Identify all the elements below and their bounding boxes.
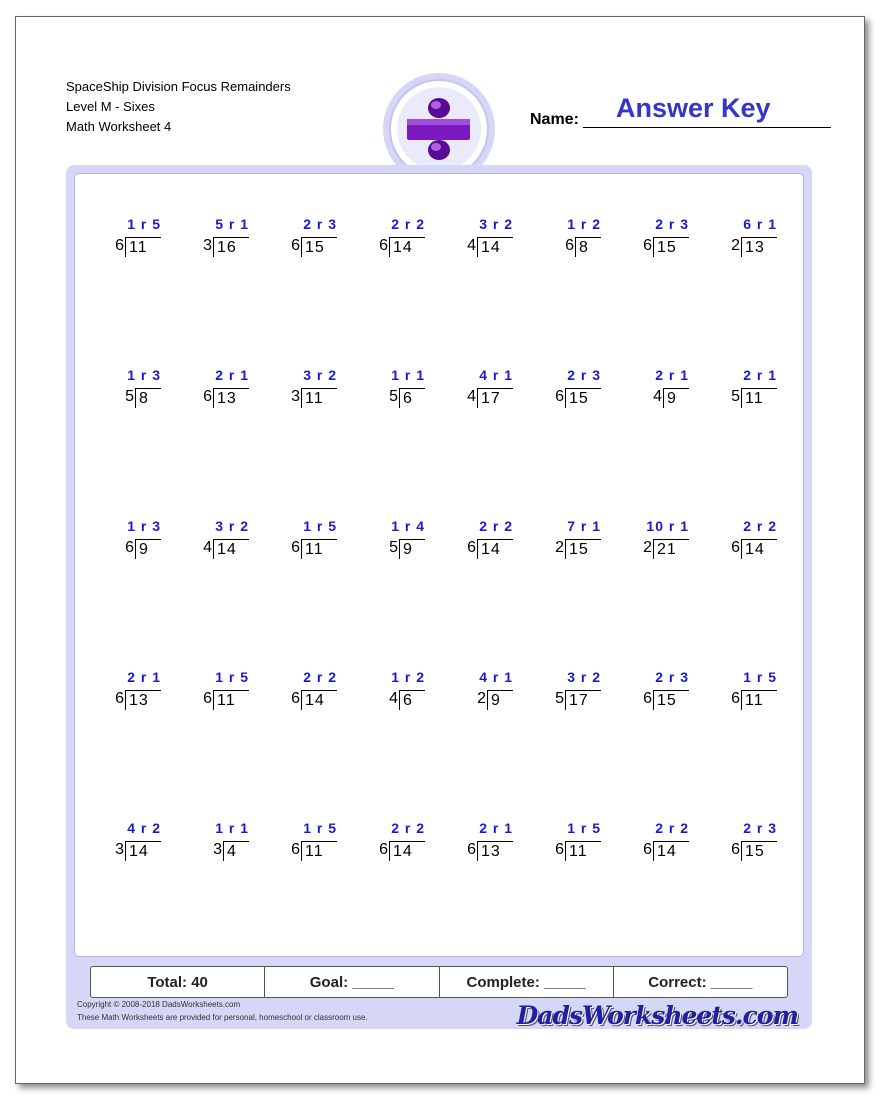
dividend: 21 (653, 539, 689, 559)
division-problem (541, 820, 601, 860)
divisor: 4 (467, 388, 476, 405)
dividend: 14 (389, 237, 425, 257)
dividend: 11 (301, 841, 337, 861)
division-problem (101, 367, 161, 407)
dividend: 17 (477, 388, 513, 408)
dividend: 9 (663, 388, 689, 408)
dividend: 13 (213, 388, 249, 408)
divisor: 6 (467, 539, 476, 556)
division-problem (541, 669, 601, 709)
division-problem (717, 518, 777, 558)
division-problem (365, 669, 425, 709)
dividend: 4 (223, 841, 249, 861)
answer-text: 3 r 2 (215, 518, 249, 534)
dividend: 13 (741, 237, 777, 257)
dividend: 15 (653, 237, 689, 257)
divisor: 6 (731, 539, 740, 556)
answer-text: 1 r 5 (127, 216, 161, 232)
dividend: 14 (301, 690, 337, 710)
answer-text: 4 r 1 (479, 367, 513, 383)
divisor: 3 (203, 237, 212, 254)
divisor: 5 (125, 388, 134, 405)
problems-frame (66, 165, 812, 1029)
division-problem (629, 518, 689, 558)
divisor: 4 (467, 237, 476, 254)
answer-text: 2 r 1 (215, 367, 249, 383)
division-problem (365, 367, 425, 407)
dividend: 6 (399, 388, 425, 408)
division-problem (453, 216, 513, 256)
dividend: 15 (565, 388, 601, 408)
divisor: 6 (643, 690, 652, 707)
answer-text: 1 r 1 (391, 367, 425, 383)
answer-key-text: Answer Key (616, 93, 771, 123)
answer-text: 7 r 1 (567, 518, 601, 534)
divisor: 6 (555, 841, 564, 858)
score-table (90, 966, 788, 998)
answer-text: 2 r 1 (655, 367, 689, 383)
division-problem (101, 518, 161, 558)
division-problem (277, 216, 337, 256)
divisor: 4 (203, 539, 212, 556)
divisor: 6 (125, 539, 134, 556)
divisor: 3 (291, 388, 300, 405)
answer-text: 2 r 1 (127, 669, 161, 685)
answer-text: 1 r 5 (567, 820, 601, 836)
divisor: 6 (203, 388, 212, 405)
divisor: 6 (731, 841, 740, 858)
answer-text: 2 r 1 (479, 820, 513, 836)
worksheet-page (15, 16, 865, 1084)
divisor: 6 (565, 237, 574, 254)
name-label: Name: (530, 111, 579, 128)
dividend: 9 (135, 539, 161, 559)
dividend: 11 (301, 388, 337, 408)
dividend: 11 (741, 388, 777, 408)
answer-text: 3 r 2 (479, 216, 513, 232)
division-problem (189, 669, 249, 709)
divisor: 4 (653, 388, 662, 405)
division-problem (189, 518, 249, 558)
division-problem (365, 216, 425, 256)
answer-text: 2 r 2 (743, 518, 777, 534)
divisor: 6 (291, 841, 300, 858)
dividend: 13 (125, 690, 161, 710)
divisor: 6 (203, 690, 212, 707)
division-problem (277, 518, 337, 558)
divisor: 6 (467, 841, 476, 858)
answer-text: 1 r 4 (391, 518, 425, 534)
divisor: 6 (115, 690, 124, 707)
answer-text: 1 r 2 (391, 669, 425, 685)
problems-area (74, 173, 804, 957)
answer-text: 2 r 1 (743, 367, 777, 383)
answer-text: 1 r 3 (127, 367, 161, 383)
answer-text: 1 r 5 (743, 669, 777, 685)
answer-text: 6 r 1 (743, 216, 777, 232)
divisor: 6 (731, 690, 740, 707)
dividend: 14 (125, 841, 161, 861)
answer-text: 2 r 3 (655, 669, 689, 685)
dividend: 9 (399, 539, 425, 559)
dividend: 6 (399, 690, 425, 710)
answer-text: 10 r 1 (646, 518, 689, 534)
copyright-text: Copyright © 2008-2018 DadsWorksheets.com (77, 1000, 241, 1009)
dividend: 8 (135, 388, 161, 408)
answer-text: 2 r 2 (655, 820, 689, 836)
dividend: 14 (653, 841, 689, 861)
answer-text: 1 r 2 (567, 216, 601, 232)
divisor: 6 (291, 237, 300, 254)
division-problem (101, 216, 161, 256)
dividend: 14 (477, 237, 513, 257)
dividend: 15 (565, 539, 601, 559)
dividend: 11 (213, 690, 249, 710)
divisor: 6 (115, 237, 124, 254)
divisor: 3 (213, 841, 222, 858)
notice-text: These Math Worksheets are provided for personal, homeschool or classroom use. (77, 1013, 368, 1022)
divisor: 5 (389, 388, 398, 405)
answer-text: 2 r 3 (567, 367, 601, 383)
answer-text: 4 r 2 (127, 820, 161, 836)
divisor: 5 (389, 539, 398, 556)
dividend: 11 (301, 539, 337, 559)
brand-logo: DadsWorksheets.com (516, 1001, 798, 1030)
dividend: 14 (213, 539, 249, 559)
dividend: 15 (653, 690, 689, 710)
answer-text: 2 r 2 (391, 216, 425, 232)
dividend: 13 (477, 841, 513, 861)
divisor: 6 (379, 237, 388, 254)
division-problem (277, 367, 337, 407)
goal-cell: Goal: _____ (265, 967, 439, 997)
divisor: 2 (555, 539, 564, 556)
dividend: 11 (565, 841, 601, 861)
complete-cell: Complete: _____ (440, 967, 614, 997)
worksheet-level: Level M - Sixes (66, 99, 155, 114)
answer-text: 2 r 3 (303, 216, 337, 232)
answer-text: 3 r 2 (567, 669, 601, 685)
division-problem (189, 367, 249, 407)
dividend: 8 (575, 237, 601, 257)
dividend: 14 (741, 539, 777, 559)
dividend: 17 (565, 690, 601, 710)
division-problem (101, 669, 161, 709)
divisor: 5 (731, 388, 740, 405)
answer-text: 2 r 2 (391, 820, 425, 836)
division-problem (541, 518, 601, 558)
division-problem (629, 669, 689, 709)
dividend: 14 (389, 841, 425, 861)
dividend: 15 (301, 237, 337, 257)
divisor: 6 (555, 388, 564, 405)
answer-text: 2 r 2 (479, 518, 513, 534)
division-problem (101, 820, 161, 860)
dividend: 9 (487, 690, 513, 710)
division-problem (629, 820, 689, 860)
division-problem (453, 820, 513, 860)
answer-text: 5 r 1 (215, 216, 249, 232)
divisor: 6 (379, 841, 388, 858)
division-problem (717, 367, 777, 407)
division-problem (189, 216, 249, 256)
division-problem (629, 216, 689, 256)
division-problem (717, 820, 777, 860)
answer-text: 1 r 5 (215, 669, 249, 685)
divisor: 5 (555, 690, 564, 707)
total-cell: Total: 40 (91, 967, 265, 997)
answer-text: 3 r 2 (303, 367, 337, 383)
divisor: 6 (291, 690, 300, 707)
division-problem (453, 367, 513, 407)
division-problem (277, 820, 337, 860)
divisor: 4 (389, 690, 398, 707)
worksheet-title: SpaceShip Division Focus Remainders (66, 79, 291, 94)
dividend: 11 (741, 690, 777, 710)
division-problem (541, 367, 601, 407)
divisor: 6 (643, 841, 652, 858)
divisor: 2 (731, 237, 740, 254)
division-problem (717, 669, 777, 709)
division-problem (541, 216, 601, 256)
dividend: 11 (125, 237, 161, 257)
answer-text: 4 r 1 (479, 669, 513, 685)
divisor: 6 (291, 539, 300, 556)
answer-text: 2 r 2 (303, 669, 337, 685)
divisor: 6 (643, 237, 652, 254)
dividend: 14 (477, 539, 513, 559)
answer-text: 1 r 1 (215, 820, 249, 836)
answer-text: 2 r 3 (655, 216, 689, 232)
division-problem (453, 669, 513, 709)
division-problem (717, 216, 777, 256)
division-problem (365, 820, 425, 860)
answer-text: 2 r 3 (743, 820, 777, 836)
divisor: 2 (643, 539, 652, 556)
dividend: 15 (741, 841, 777, 861)
name-line[interactable] (583, 127, 831, 128)
division-problem (453, 518, 513, 558)
answer-text: 1 r 5 (303, 820, 337, 836)
dividend: 16 (213, 237, 249, 257)
answer-text: 1 r 5 (303, 518, 337, 534)
division-problem (277, 669, 337, 709)
division-problem (365, 518, 425, 558)
divisor: 2 (477, 690, 486, 707)
answer-text: 1 r 3 (127, 518, 161, 534)
worksheet-number: Math Worksheet 4 (66, 119, 172, 134)
correct-cell: Correct: _____ (648, 973, 753, 991)
division-problem (629, 367, 689, 407)
divisor: 3 (115, 841, 124, 858)
division-problem (189, 820, 249, 860)
